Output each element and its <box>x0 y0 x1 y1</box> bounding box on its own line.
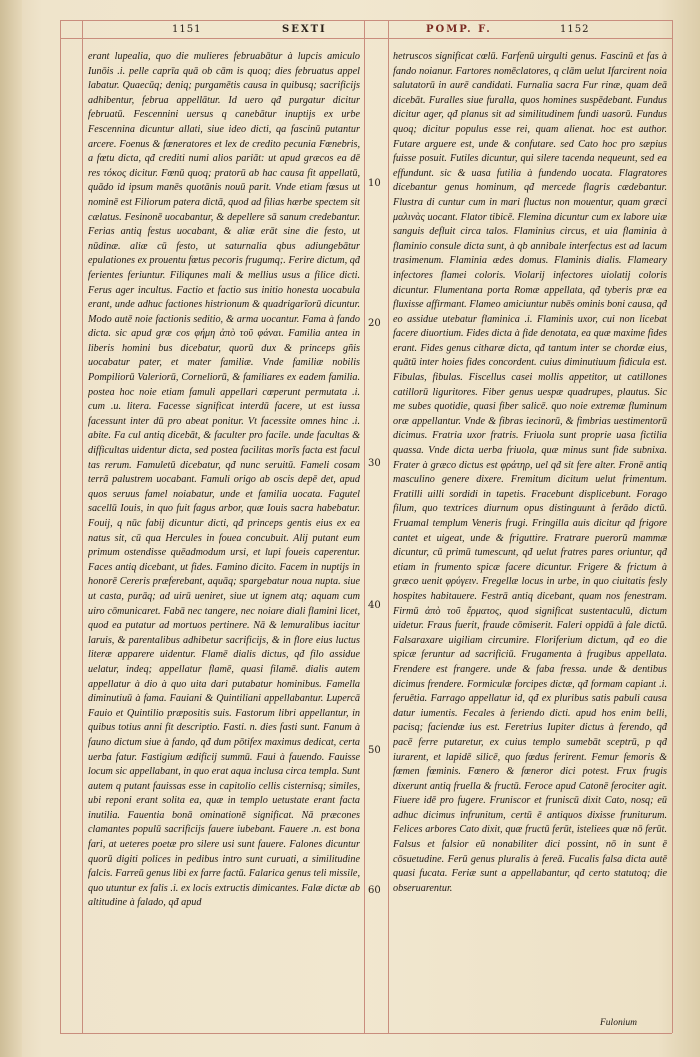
top-frame-rule <box>60 20 672 21</box>
right-running-title: POMP. F. <box>426 24 492 35</box>
left-text-column <box>88 50 360 1018</box>
line-number: 10 <box>368 178 381 189</box>
left-page-number: 1151 <box>172 24 202 35</box>
center-left-rule <box>364 20 365 1033</box>
right-column-text: hetruscos significat cœlū. Farfenū uirgulti genus. Fascinū et fas à fando noianur. Fartores nomēclatores, q clām uelut Ifarcirent noia salutatorū in aurē candidati. Furnalia sacra Fur rinæ, quam deā dicebāt. Furalles siue furalla, quos homines suspēdebant. Fundus dicitur ager, qđ planus sit ad similitudinem fundi uasorū. Fundus quoq; dicitur populus esse rei, quam alienat. hoc est author. Futare arguere est, unde & confutare. sed Cato hoc pro sæpius fuisse posuit. Futiles dicuntur, qui silere tacenda nequeunt, sed ea effundunt. sic & uasa futilia à fundendo uocata. Flagratores dicebantur genus hominum, qđ mercede flagris cædebantur. Flustra di cuntur cum in mari fluctus non mouentur, quam græci μαλινὰς uocant. Flator tibicē. Flemina dicuntur cum ex labore uiæ sanguis defluit circa talos. Flaminius circus, et uia flaminia à flaminio consule dicta sunt, à qb annibale interfectus est ad lacum trasimenum. Flaminia ædes domus. Flaminis dialis. Flameary infectores flamei coloris. Violarij infectores uiolatij coloris dicuntur. Flumentana porta Romæ appellata, qđ tyberis præ ea fluxisse affirmant. Flameo amiciuntur nubēs ominis boni causa, qđ eo assidue utebatur flaminica .i. Flaminis uxor, cui non licebat facere diuortium. Fides dicta à fide denotata, ea quæ maxime fides erant. Fides genus citharæ dicta, qđ tantum inter se chordæ eius, quātū inter hoies fides concordent. cuius diminutiuum fidicula est. Fibulas, fibulas. Fiscellus casei mollis appetitor, ut catillones catillorū liguritores. Fiber genus uespæ quadrupes, plautus. Sic me subes quotidie, quasi fiber salicē. quo noie extremæ fluminum oræ appellantur. Vnde & fibras iecinorū, & fimbrias uestimentorū dicimus. Fratria uxor fratris. Friuola sunt proprie uasa fictilia quassa. Vnde dicta uerba friuola, quæ minus sunt fide subnixa. Frater à græco dictus est φράτηρ, uel qđ sit fere alter. Fronē antiq masculino genere dixere. Fremitum dicitum uelut frimentum. Fratilli uilli sordidi in tapetis. Fracebunt displicebunt. Forago filum, quo textrices diurnum opus distinguunt à ferādo dictū. Fruamal templum Veneris frugi. Fringilla auis dicitur qđ frigore cantet et uigeat, unde & friguttire. Fratrare puerorū mammæ dicuntur, cū primū tumescunt, qđ uelut fratres pares oriuntur, qđ etiam in frumento spicæ facere dicuntur. Frigere & frictum à græco uenit φρύγειν. Fregellæ locus in urbe, in quo ciuitatis fesly hospites habitauere. Festrā antiq dicebant, quam nos fenestram. Firmū ἀπὸ τοῦ ἔρματος, quod significat sustentaculū, dictum uidetur. Fraus fuerit, fraude cōmiserit. Faleri oppidū à fale dictū. Falsaraxare uigiliam circumire. Floriferium dictum, qđ eo die spicæ feruntur ad sacrificiū. Frugamenta à frugibus appellata. Frendere est frangere. unde & faba fressa. unde & dentibus dicimus frendere. Formiculæ forcipes dictæ, qđ formam capiant .i. feruētia. Farrago appellatur id, qđ ex pluribus satis pabuli causa datur iumentis. Fecales à feriendo dicti. apud hos enim belli, pacisq; faciendæ ius est. Feretrius Iupiter dictus à ferendo, qđ pacē ferre putaretur, ex cuius templo sumebāt sceptrū, p qđ iurarent, et lapidē silicē, quo fœdus ferirent. Femur femoris & fœmen fœminis. Fœnero & fœneror dici potest. Frux frugis dixerunt antiq fruella & fructū. Feroce apud Catonē ferociter agit. Fiuere idē pro fugere. Fruniscor et fruniscū dixit Cato, nosq; eū adhuc dicimus infrunitum, certū ē antiquos dixisse fruniturum. Felices arbores Cato dixit, quæ fructū ferūt, isteliees quæ nō ferūt. Falsus et falsior eū nonabiliter dici possint, nō in sunt ē cōsuetudine. Ferū genus pluralis à fereā. Fucalis falsa dicta autē quasi fucata. Feriæ sunt a appellabantur, qđ certo statutoq; die obseruarentur. <box>393 51 667 894</box>
bottom-frame-rule <box>60 1033 672 1034</box>
line-number: 40 <box>368 600 381 611</box>
right-text-column <box>393 50 667 1018</box>
left-outer-rule <box>60 20 61 1033</box>
left-column-text: erant lupealia, quo die mulieres februabātur à lupcis amiculo Iunōis .i. pelle caprīa quā ob cām is quoq; dies februatus appel labatur. Quaecūq; deniq; purgamētis causa in quibusq; sacrificijs adhibentur, februa appellātur. Id uero qđ purgatur dicitur februatū. Fescennini uersus q canebātur inuptijs ex urbe Fescennina dicuntur allati, siue ideo dicti, qa fascinū putantur arcere. Foenus & fœneratores et lex de credito pecunia Fœnebris, a fœtu dicta, qđ crediti numi alios pariāt: ut apud græcos ea dē res τόκος dicitur. Fœnū quoq; pratorū ab hac causa fit appellatū, quādo id ipsum manēs quotānis nouū parit. Vnde etiam fœsus ut nominē est Filiorum patera dictā, quod ad filias hærbe spectem sit cælatus. Fesinonē uocabantur, & depellere sā sanum credebantur. Ferias antiq festus uocabant, & aliæ erāt sine die festo, ut nūdinæ. aliæ cū festo, ut saturnalia qbus adiungebātur epulationes ex prouentu fœtus pecoris frugumq;. Ferire dictum, qđ ferientes feriuntur. Filiqunes mali & mellius usus a filice dicti. Ferus ager incultus. Factio et factio sus initio honesta uocabula erant, unde adhuc factiones histrionum & quadrigarīorū dicuntur. Modo autē noie factionis seditio, & arma uocantur. Fama à fando dicta. sic apud græ cos φήμη ἀπὸ τοῦ φάναι. Familia antea in liberis homini bus dicebatur, quorū dux & princeps gñis uocabatur pater, et mater familiæ. Vnde familiæ nobilis Pompiliorū Valeriorū, Corneliorū, & familiares ex eadem familia. postea hoc noie etiam famuli appellari cœperunt permutata .i. cum .u. litera. Facesse significat interdū facere, ut est iussa facessunt inter dū pro abeat ponitur. Vt facessite omnes hinc .i. abite. Fa cul antiq dicebāt, & faculter pro facile. unde facultas & difficultas uidentur dicta, sed postea facilitas morīs facta est facul tas rerum. Famuletū dicebatur, qđ nunc seruitū. Fameli cosam terrā palustrem uocabant. Famuli origo ab oscis depē det, apud quos seruus famel noiabatur, unde et familia uocata. Fagutel sacellū Iouis, in quo fuit fagus arbor, quæ Iouis sacra habebatur. Fouij, q nūc fabij dicuntur dicti, qđ princeps gentis eius ex ea natus sit, cū qua Hercules in fouea concubuit. Alij putant eum primum ostendisse quēadmodum ursi, et lupi foueis caperentur. Faces antiq dicebant, ut fides. Famino dicito. Facem in nuptijs in honorē Cereris præferebant, aquāq; spargebatur noua nupta. siue ut casta, purāq; ad uirū ueniret, siue ut ignem atq; aquam cum uiro cōmunicaret. Fabā nec tangere, nec noiare diali flamini licet, quod ea putatur ad mortuos pertinere. Nā & lemuralibus iacitur laruis, & parentalibus adhibetur sacrificijs, & in flore eius luctus literæ apparere uidentur. Flamē dialis dictus, qđ filo assidue uelatur, indeq; appellatur flamē, quasi filamē. dialis autem appellatur à dio à quo uita dari putabatur hominibus. Famella diminutiuū à fama. Fauiani & Quintiliani appellabantur. Lupercā Fauio et Quintilio præpositis suis. Fastorum libri appellantur, in quibus totius anni fit descriptio. Fasti. n. dies fasti sunt. Fanum à fauno dictum siue à fando, qđ dum pōtifex maximus dedicat, certa uerba fatur. Fastigium ædificij summū. Faui à fauendo. Fauisse locum sic appellabant, in quo erat aqua inclusa circa templa. Sunt autem q putant fauissas esse in capitolio cellis cisternisq; similes, ubi reponi erant solita ea, quæ in templo uetustate erant facta inutilia. Fauentia bonā ominationē significat. Nā præcones clamantes populū sacrificijs fauere iubebant. Fauere .n. est bona fari, at ueteres poetæ pro silere usi sunt fauere. Falones dicuntur quorū digiti polices in pedibus intro sunt curuati, a similitudine falcis. Farreū genus libi ex farre factū. Falarica genus teli missile, quo utuntur ex falis .i. ex locis extructis dimicantes. Falæ dictæ ab altitudine à falado, qđ apud <box>88 51 360 909</box>
left-running-title: SEXTI <box>282 24 327 35</box>
right-page-number: 1152 <box>560 24 590 35</box>
line-number: 20 <box>368 318 381 329</box>
line-number: 30 <box>368 458 381 469</box>
right-outer-rule <box>672 20 673 1033</box>
center-right-rule <box>388 20 389 1033</box>
line-number: 60 <box>368 885 381 896</box>
catchword: Fulonium <box>600 1018 637 1028</box>
left-inner-rule <box>82 20 83 1033</box>
page-binding-shadow <box>0 0 22 1057</box>
line-number: 50 <box>368 745 381 756</box>
header-underline-rule <box>60 38 672 39</box>
